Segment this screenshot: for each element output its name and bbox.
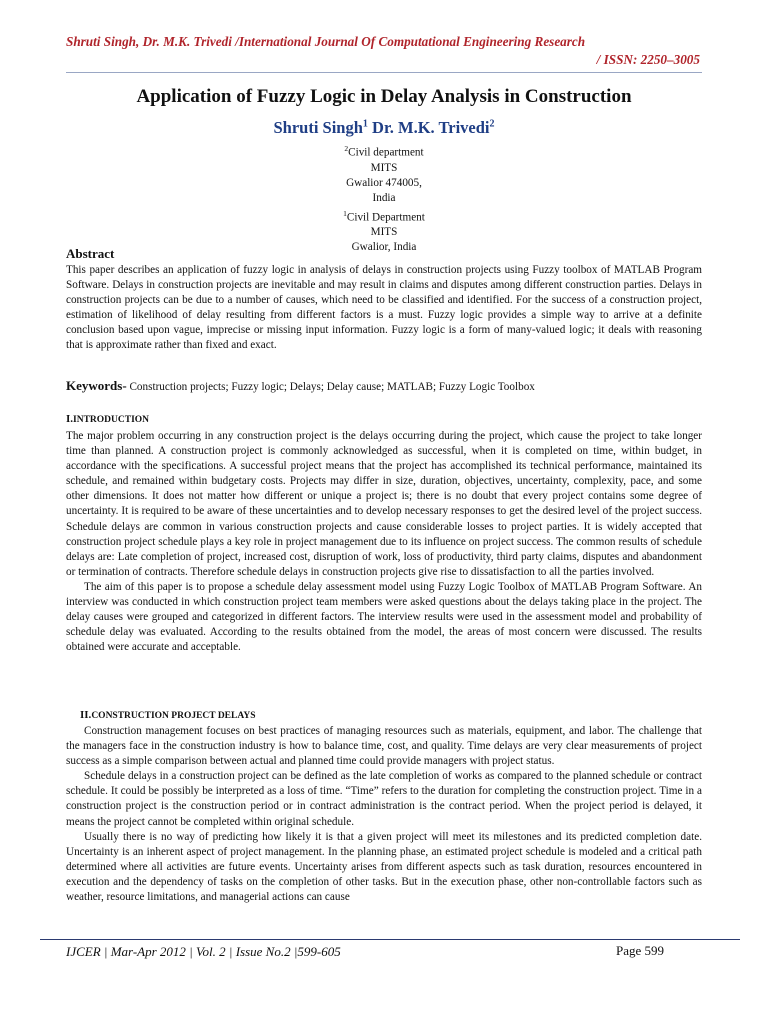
author-2-superscript: 2 (489, 118, 495, 130)
keywords-line (66, 378, 535, 394)
author-1-superscript: 1 (362, 118, 368, 130)
affiliation-superscript: 1 (343, 208, 347, 218)
running-header-issn: / ISSN: 2250–3005 (596, 52, 700, 67)
affiliations (0, 141, 768, 255)
footer-citation: IJCER | Mar-Apr 2012 | Vol. 2 | Issue No.2 |599-605 (66, 944, 341, 959)
affiliation-superscript: 2 (344, 144, 349, 153)
footer-divider (40, 939, 740, 940)
section-1-body (66, 429, 702, 655)
header-divider (66, 72, 702, 73)
paragraph: Usually there is no way of predicting how likely it is that a given project will meet its milestones and its predicted completion date. Uncertainty is an inherent aspect of project management. In the planning phase, an estimated project schedule is modeled and a critical path determined where all activities are future events. Uncertainty arises from different aspects such as task duration, resources encountered in execution and the dependency of tasks on the completion of other tasks. But in the execution phase, other non-controllable factors such as weather, resource limitations, and managerial actions can cause (66, 830, 702, 904)
paragraph: Schedule delays in a construction project can be defined as the late completion of works as compared to the planned schedule or contract schedule. It could be possibly be interpreted as a loss of time. “Time” refers to the duration for completing the construction project. Time in a construction project is the construction period or in contract administration is the contract period. When the project period is delayed, it means the project cannot be completed within original schedule. (66, 770, 702, 828)
paragraph: The aim of this paper is to propose a schedule delay assessment model using Fuzzy Logic Toolbox of MATLAB Program Software. An interview was conducted in which construction project team members were asked questions about the delays taking place in the project. The delay causes were grouped and categorized in different factors. The interview results were used in the assessment model and probability of schedule delay was evaluated. According to the results obtained from the model, the areas of most concern were discussed. The results obtained were accurate and acceptable. (66, 580, 702, 654)
section-1-title: INTRODUCTION (73, 415, 150, 425)
paragraph: The major problem occurring in any construction project is the delays occurring during the project, which cause the project to take longer time than planned. A construction project is commonly acknowledged as successful, when it is completed on time, within budget, in accordance with the specifications. A successful project means that the project has accomplished its technical performance, maintained its schedule, and remained within budgetary costs. Projects may differ in size, duration, objectives, uncertainty, complexity, pace, and some other dimensions. It does not matter how different or unique a project is; there is no doubt that every project contains some degree of uncertainty. It is required to be aware of these uncertainties and to develop necessary responses to get the desired level of the project success. Schedule delays are common in various construction projects and cause considerable losses to project parties. It is widely accepted that construction project schedule plays a key role in project management due to its influence on project success. The common results of schedule delays are: Late completion of project, increased cost, disruption of work, loss of productivity, third party claims, disputes and abandonment or termination of contracts. Therefore schedule delays in construction projects give rise to dissatisfaction to all the parties involved. (66, 430, 702, 578)
affiliation-inst: MITS (370, 226, 398, 239)
affiliation-dept-text: Civil department (348, 146, 424, 159)
section-2-number: II. (80, 709, 92, 721)
affiliation-dept (0, 206, 768, 226)
affiliation-dept-text: Civil Department (346, 211, 425, 224)
section-2-title: CONSTRUCTION PROJECT DELAYS (91, 711, 256, 721)
abstract-body (66, 263, 702, 354)
keywords-text: Construction projects; Fuzzy logic; Delays; Delay cause; MATLAB; Fuzzy Logic Toolbox (126, 381, 535, 393)
abstract-heading: Abstract (66, 246, 115, 261)
page-number: Page 599 (615, 943, 664, 958)
paper-title: Application of Fuzzy Logic in Delay Analysis in Construction (136, 86, 632, 107)
author-1: Shruti Singh (273, 118, 363, 137)
affiliation-city: Gwalior, India (351, 241, 417, 254)
section-2-heading (80, 709, 256, 721)
section-1-number: I. (66, 413, 74, 425)
section-1-heading (66, 413, 149, 425)
keywords-label: Keywords- (66, 378, 127, 393)
section-2-body (66, 724, 702, 905)
author-2: Dr. M.K. Trivedi (367, 118, 490, 137)
affiliation-city: Gwalior 474005, (346, 176, 422, 189)
affiliation-inst: MITS (370, 161, 398, 174)
running-header-authors-journal: Shruti Singh, Dr. M.K. Trivedi /International Journal Of Computational Engineering Research (66, 34, 586, 49)
author-line (0, 118, 768, 138)
affiliation-country: India (372, 191, 396, 204)
affiliation-dept (0, 141, 768, 161)
abstract-text: This paper describes an application of fuzzy logic in analysis of delays in construction projects using Fuzzy toolbox of MATLAB Program Software. Delays in construction projects are inevitable and may result in claims and disputes among different construction parties. Delays in construction projects can be due to a number of causes, which need to be classified and identified. For the success of a construction project, estimation of likelihood of delay resulting from different factors is a must. Fuzzy logic provides a simple way to arrive at a definite conclusion based upon vague, imprecise or missing input information. Fuzzy logic is a form of many-valued logic; it deals with reasoning that is approximate rather than fixed and exact. (66, 264, 702, 352)
paragraph: Construction management focuses on best practices of managing resources such as materials, equipment, and labor. The challenge that the managers face in the construction industry is how to balance time, cost, and quality. Time delays are very clear measurements of project success as a simple comparison between actual and planned time could provide managers with project status. (66, 725, 702, 768)
